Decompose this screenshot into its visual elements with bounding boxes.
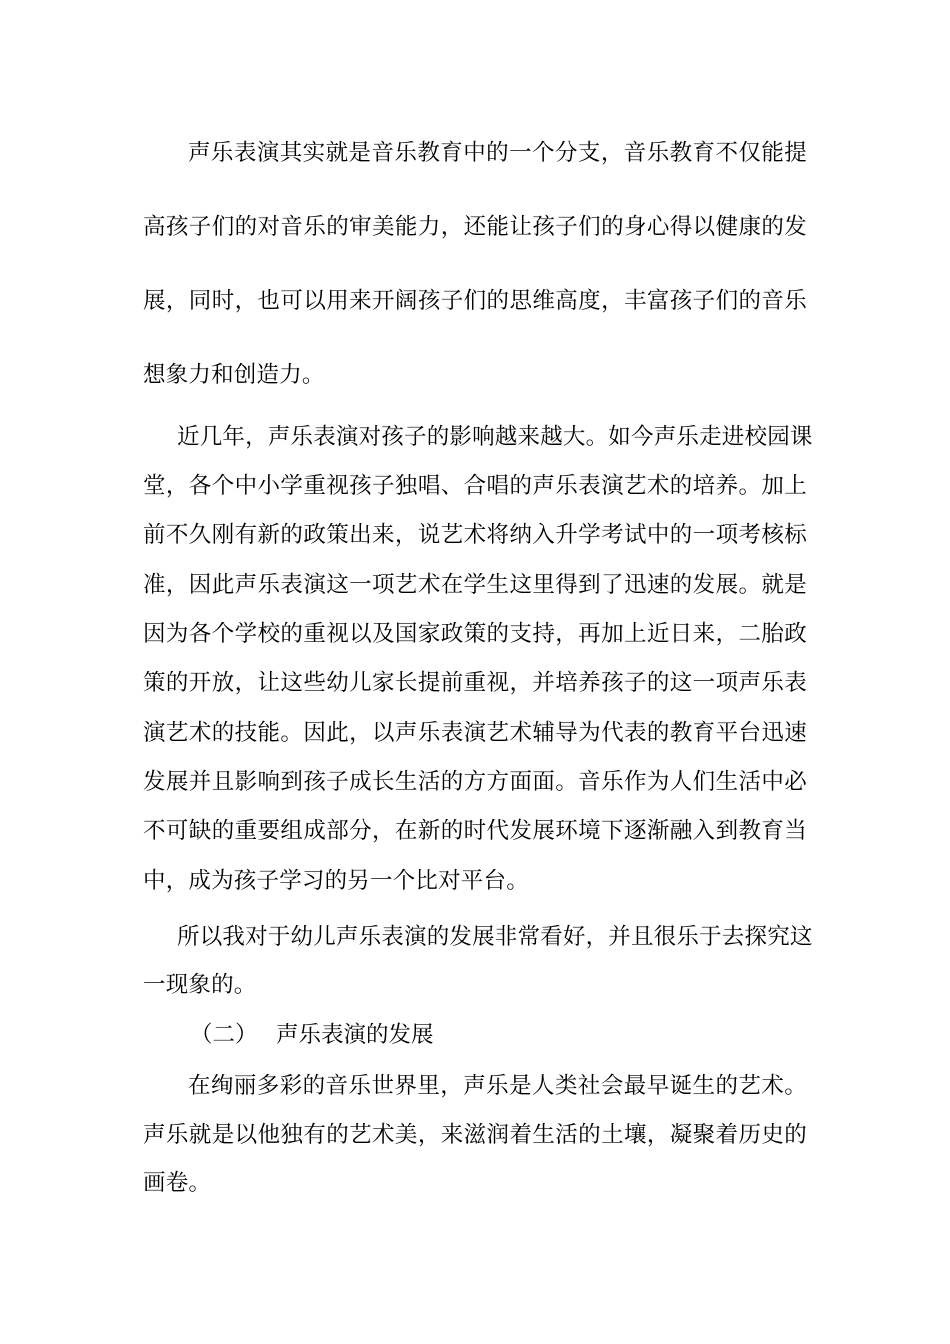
paragraph-2-line-6: 策的开放，让这些幼儿家长提前重视，并培养孩子的这一项声乐表 bbox=[143, 670, 807, 696]
paragraph-1-line-1: 声乐表演其实就是音乐教育中的一个分支，音乐教育不仅能提 bbox=[188, 140, 807, 166]
paragraph-3-line-2: 一现象的。 bbox=[143, 972, 257, 998]
paragraph-2-line-4: 准，因此声乐表演这一项艺术在学生这里得到了迅速的发展。就是 bbox=[143, 572, 807, 598]
paragraph-2-line-8: 发展并且影响到孩子成长生活的方方面面。音乐作为人们生活中必 bbox=[143, 769, 807, 795]
paragraph-2-line-7: 演艺术的技能。因此，以声乐表演艺术辅导为代表的教育平台迅速 bbox=[143, 720, 807, 746]
paragraph-4-line-2: 声乐就是以他独有的艺术美，来滋润着生活的土壤，凝聚着历史的 bbox=[143, 1122, 807, 1148]
section-heading-title: 声乐表演的发展 bbox=[276, 1022, 434, 1048]
paragraph-2-line-3: 前不久刚有新的政策出来，说艺术将纳入升学考试中的一项考核标 bbox=[143, 522, 807, 548]
paragraph-2-line-9: 不可缺的重要组成部分，在新的时代发展环境下逐渐融入到教育当 bbox=[143, 818, 807, 844]
paragraph-1-line-3: 展，同时，也可以用来开阔孩子们的思维高度，丰富孩子们的音乐 bbox=[143, 288, 807, 314]
paragraph-4-line-3: 画卷。 bbox=[143, 1170, 212, 1196]
section-heading bbox=[190, 1020, 434, 1050]
paragraph-1-line-2: 高孩子们的对音乐的审美能力，还能让孩子们的身心得以健康的发 bbox=[143, 214, 807, 240]
section-heading-number: （二） bbox=[190, 1022, 258, 1048]
paragraph-2-line-1: 近几年，声乐表演对孩子的影响越来越大。如今声乐走进校园课 bbox=[177, 424, 813, 450]
paragraph-1-line-4: 想象力和创造力。 bbox=[143, 362, 325, 388]
paragraph-2-line-10: 中，成为孩子学习的另一个比对平台。 bbox=[143, 868, 529, 894]
paragraph-2-line-2: 堂，各个中小学重视孩子独唱、合唱的声乐表演艺术的培养。加上 bbox=[143, 473, 807, 499]
paragraph-3-line-1: 所以我对于幼儿声乐表演的发展非常看好，并且很乐于去探究这 bbox=[177, 924, 813, 950]
paragraph-4-line-1: 在绚丽多彩的音乐世界里，声乐是人类社会最早诞生的艺术。 bbox=[188, 1073, 807, 1099]
paragraph-2-line-5: 因为各个学校的重视以及国家政策的支持，再加上近日来，二胎政 bbox=[143, 621, 807, 647]
